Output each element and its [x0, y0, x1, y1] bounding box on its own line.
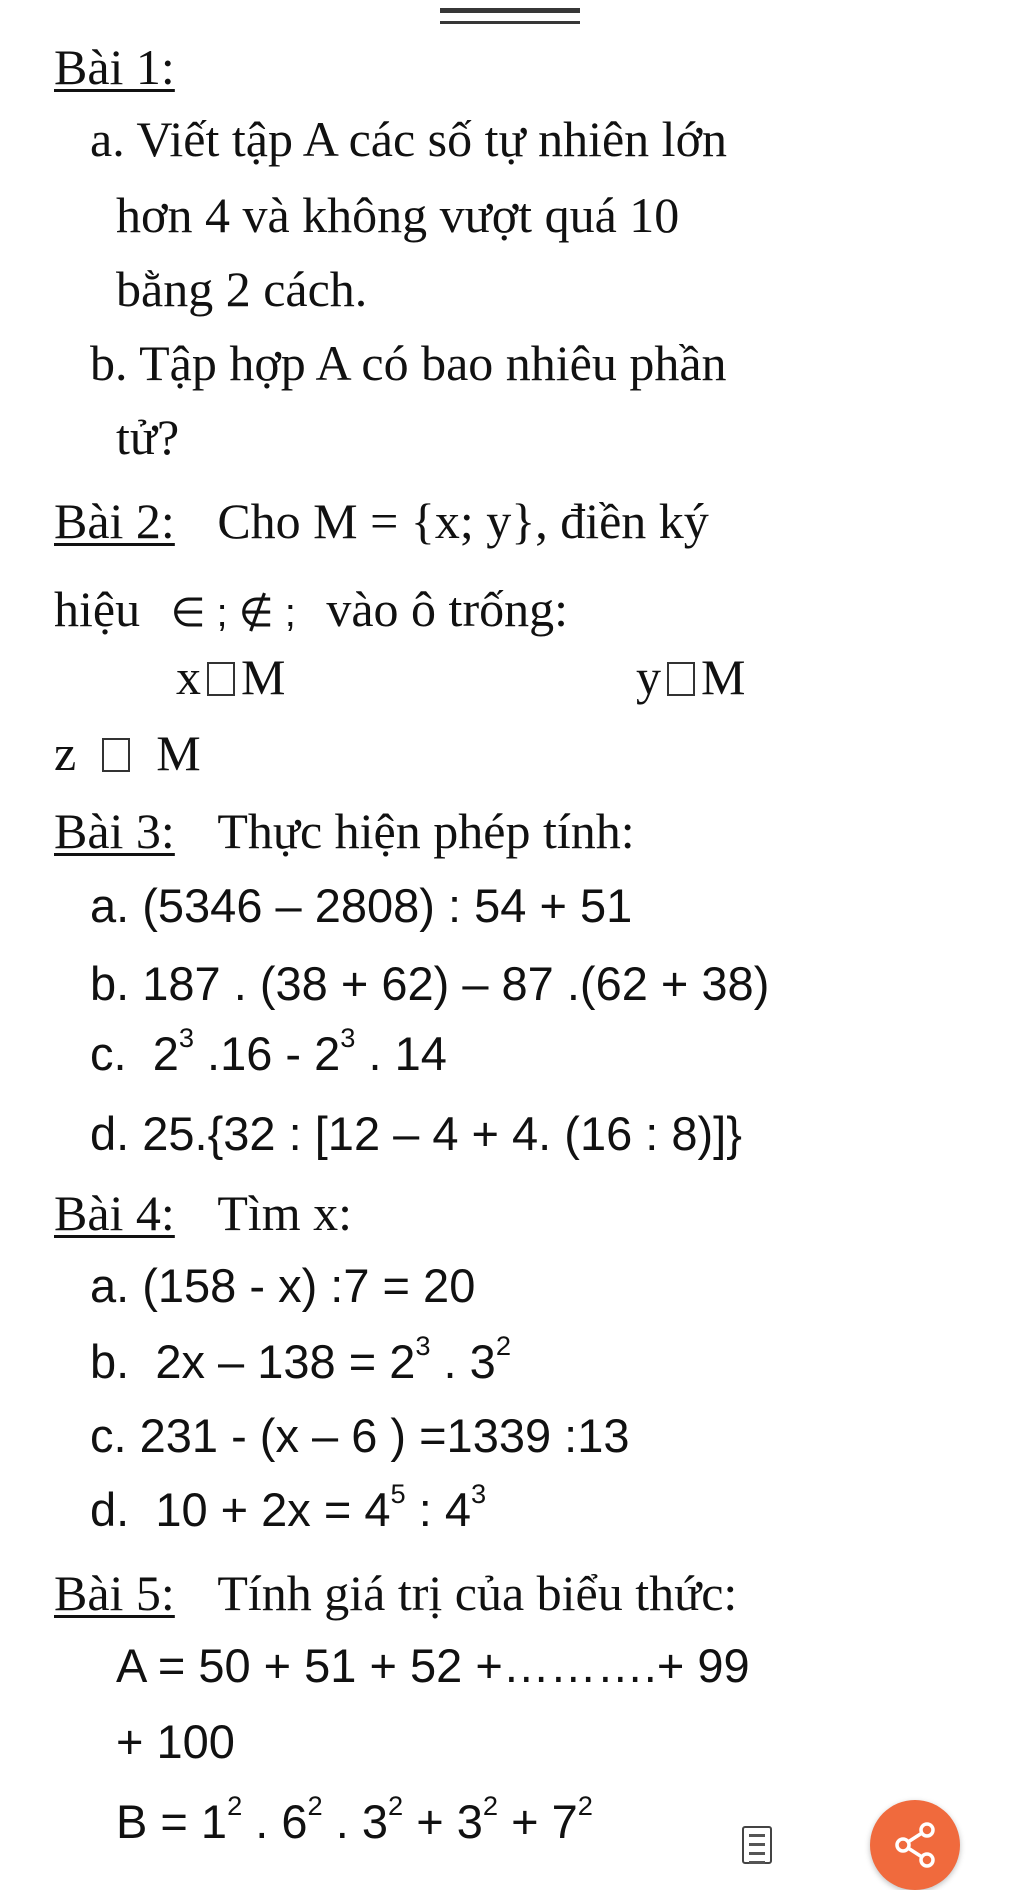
bai4-c: c. 231 - (x – 6 ) =1339 :13	[90, 1409, 630, 1462]
bai3-b: b. 187 . (38 + 62) – 87 .(62 + 38)	[90, 957, 770, 1010]
bai2-item-var: x	[176, 649, 201, 705]
bai2-line1	[54, 493, 709, 549]
share-button[interactable]	[870, 1800, 960, 1890]
bai1-a-line3: bằng 2 cách.	[116, 261, 368, 317]
exponent: 2	[388, 1789, 404, 1821]
bai2-line2	[54, 581, 568, 637]
bai2-symbols: ∈ ; ∉ ;	[170, 591, 296, 635]
bai4-b-lhs: 2x – 138 = 2	[155, 1335, 416, 1388]
bai2-text2a: hiệu	[54, 581, 141, 637]
bai1-b-line2: tử?	[116, 409, 180, 465]
bai2-heading: Bài 2:	[54, 493, 175, 549]
bai3-c-end: . 14	[355, 1027, 447, 1080]
bai5-line	[54, 1565, 738, 1621]
bai3-text: Thực hiện phép tính:	[217, 803, 635, 859]
bai5-B-part: . 3	[322, 1795, 389, 1848]
bai4-d	[90, 1477, 487, 1536]
bai3-c	[90, 1021, 447, 1080]
bai1-b-label: b.	[90, 335, 128, 391]
bai4-b	[90, 1329, 511, 1388]
bai2-item-z	[54, 725, 201, 781]
bai3-a: a. (5346 – 2808) : 54 + 51	[90, 879, 633, 932]
bai4-b-label: b.	[90, 1335, 130, 1388]
bai5-B	[116, 1789, 593, 1848]
bai1-a-label: a.	[90, 111, 125, 167]
document-icon[interactable]	[742, 1826, 772, 1864]
bai4-a: a. (158 - x) :7 = 20	[90, 1259, 476, 1312]
bai4-d-mid: : 4	[405, 1483, 471, 1536]
bai2-item-set: M	[156, 725, 201, 781]
bai1-heading: Bài 1:	[54, 39, 175, 95]
bai5-B-part: . 6	[242, 1795, 308, 1848]
share-icon	[895, 1822, 935, 1868]
bai3-c-mid: .16 - 2	[193, 1027, 341, 1080]
answer-box[interactable]	[207, 662, 235, 696]
exponent: 2	[227, 1789, 243, 1821]
bai3-line	[54, 803, 635, 859]
bai5-B-part: + 7	[498, 1795, 578, 1848]
bai2-text2b: vào ô trống:	[326, 581, 568, 637]
bai5-B-part: B = 1	[116, 1795, 228, 1848]
answer-box[interactable]	[102, 738, 130, 772]
exponent: 2	[577, 1789, 593, 1821]
bai2-item-var: y	[636, 649, 661, 705]
bai5-text: Tính giá trị của biểu thức:	[217, 1565, 738, 1621]
bai4-d-label: d.	[90, 1483, 130, 1536]
exponent: 3	[415, 1329, 431, 1361]
bai1-b-text: Tập hợp A có bao nhiêu phần	[139, 335, 727, 391]
exponent: 3	[178, 1021, 194, 1053]
bai4-b-mid: . 3	[430, 1335, 496, 1388]
bai4-d-lhs: 10 + 2x = 4	[155, 1483, 391, 1536]
bai3-heading: Bài 3:	[54, 803, 175, 859]
exponent: 3	[471, 1477, 487, 1509]
bai2-text1: Cho M = {x; y}, điền ký	[217, 493, 709, 549]
bai1-a-text: Viết tập A các số tự nhiên lớn	[136, 111, 728, 167]
bai3-c-base: 2	[152, 1027, 179, 1080]
exponent: 2	[495, 1329, 511, 1361]
exponent: 5	[390, 1477, 406, 1509]
exponent: 3	[340, 1021, 356, 1053]
bai2-item-var: z	[54, 725, 77, 781]
bai1-b-line1	[90, 335, 727, 391]
bai1-a-line1	[90, 111, 728, 167]
bai4-heading: Bài 4:	[54, 1185, 175, 1241]
bai3-c-label: c.	[90, 1027, 127, 1080]
bai4-text: Tìm x:	[217, 1185, 353, 1241]
exponent: 2	[482, 1789, 499, 1821]
bai2-item-set: M	[701, 649, 746, 705]
bai3-d: d. 25.{32 : [12 – 4 + 4. (16 : 8)]}	[90, 1107, 742, 1160]
bai5-B-part: + 3	[403, 1795, 483, 1848]
bai5-A-line1: A = 50 + 51 + 52 +……….+ 99	[116, 1639, 750, 1692]
top-divider	[440, 8, 580, 24]
bai5-A-line2: + 100	[116, 1715, 235, 1768]
bai5-heading: Bài 5:	[54, 1565, 175, 1621]
exponent: 2	[307, 1789, 323, 1821]
bai4-line	[54, 1185, 353, 1241]
answer-box[interactable]	[667, 662, 695, 696]
bai1-a-line2: hơn 4 và không vượt quá 10	[116, 187, 680, 243]
bai2-item-x	[176, 649, 286, 705]
bai2-item-set: M	[241, 649, 286, 705]
bai2-item-y	[636, 649, 746, 705]
